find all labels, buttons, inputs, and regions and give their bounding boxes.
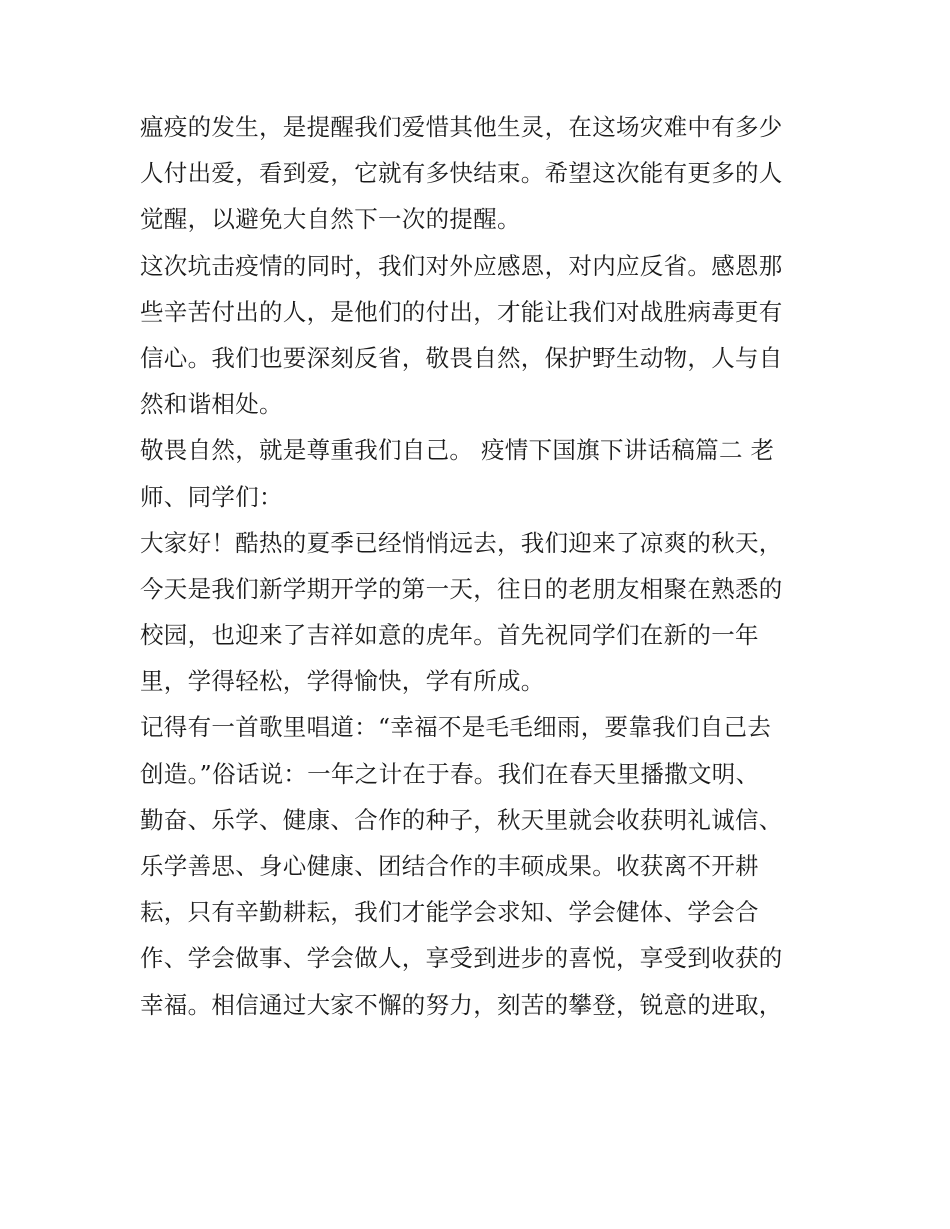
text-line: 人付出爱，看到爱，它就有多快结束。希望这次能有更多的人 [140, 159, 783, 188]
text-line: 大家好！酷热的夏季已经悄悄远去，我们迎来了凉爽的秋天， [140, 528, 783, 557]
text-line: 耘，只有辛勤耕耘，我们才能学会求知、学会健体、学会合 [140, 898, 759, 927]
text-line: 幸福。相信通过大家不懈的努力，刻苦的攀登，锐意的进取， [140, 990, 783, 1019]
text-line: 敬畏自然，就是尊重我们自己。 疫情下国旗下讲话稿篇二 老 [140, 436, 775, 465]
text-line: 作、学会做事、学会做人，享受到进步的喜悦，享受到收获的 [140, 944, 783, 973]
text-line: 瘟疫的发生，是提醒我们爱惜其他生灵，在这场灾难中有多少 [140, 113, 783, 141]
text-line: 乐学善思、身心健康、团结合作的丰硕成果。收获离不开耕 [140, 852, 759, 880]
document-body-text [140, 104, 820, 1028]
text-line: 师、同学们： [140, 482, 283, 511]
text-line: 校园，也迎来了吉祥如意的虎年。首先祝同学们在新的一年 [140, 621, 759, 650]
text-line: 这次坑击疫情的同时，我们对外应感恩，对内应反省。感恩那 [140, 251, 783, 280]
text-line: 勤奋、乐学、健康、合作的种子，秋天里就会收获明礼诚信、 [140, 805, 783, 834]
text-line: 创造。”俗话说：一年之计在于春。我们在春天里播撒文明、 [140, 759, 760, 788]
text-line: 觉醒，以避免大自然下一次的提醒。 [140, 205, 521, 234]
text-line: 信心。我们也要深刻反省，敬畏自然，保护野生动物，人与自 [140, 343, 783, 372]
text-line: 里，学得轻松，学得愉快，学有所成。 [140, 667, 545, 696]
text-line: 些辛苦付出的人，是他们的付出，才能让我们对战胜病毒更有 [140, 297, 783, 326]
text-line: 记得有一首歌里唱道：“幸福不是毛毛细雨，要靠我们自己去 [140, 713, 772, 742]
text-line: 今天是我们新学期开学的第一天，往日的老朋友相聚在熟悉的 [140, 574, 783, 603]
text-line: 然和谐相处。 [140, 390, 283, 419]
